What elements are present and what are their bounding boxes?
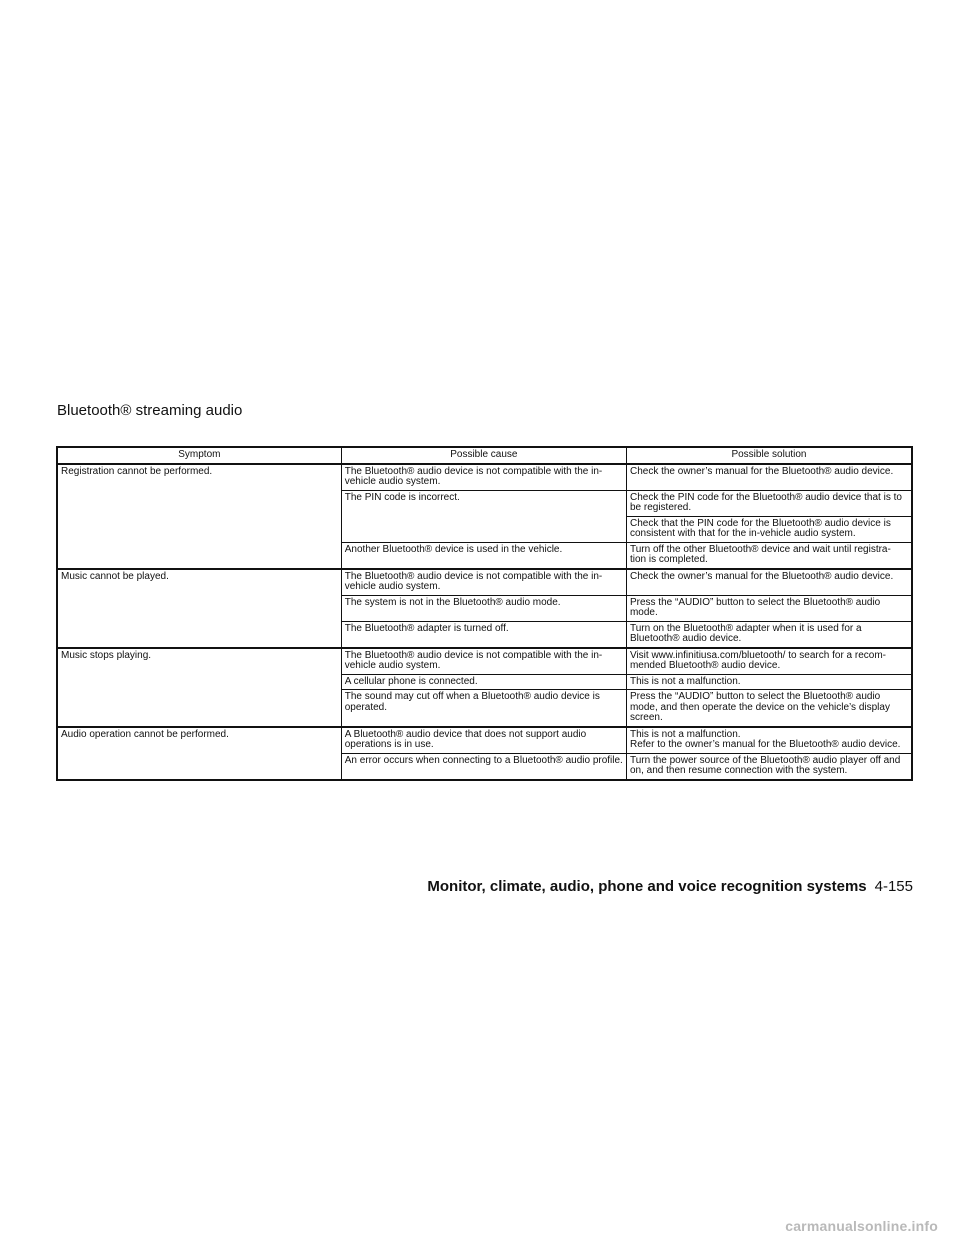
solution-cell: This is not a malfunction. <box>626 674 912 690</box>
header-possible-solution: Possible solution <box>626 447 912 464</box>
cause-cell: The Bluetooth® adapter is turned off. <box>341 621 626 648</box>
solution-cell: This is not a malfunction. Refer to the owner’s manual for the Bluetooth® audio device. <box>626 727 912 754</box>
solution-cell: Check the owner’s manual for the Bluetooth® audio device. <box>626 464 912 491</box>
page-footer <box>427 878 913 895</box>
solution-cell: Turn on the Bluetooth® adapter when it is used for a Bluetooth® audio device. <box>626 621 912 648</box>
cause-cell: The Bluetooth® audio device is not compatible with the in-vehicle audio system. <box>341 569 626 596</box>
table-row <box>57 464 912 491</box>
troubleshooting-table <box>56 446 913 781</box>
symptom-cell: Registration cannot be performed. <box>57 464 341 569</box>
cause-cell: The PIN code is incorrect. <box>341 490 626 542</box>
symptom-cell: Audio operation cannot be performed. <box>57 727 341 780</box>
cause-cell: The Bluetooth® audio device is not compatible with the in-vehicle audio system. <box>341 464 626 491</box>
symptom-cell: Music stops playing. <box>57 648 341 727</box>
solution-cell: Visit www.infinitiusa.com/bluetooth/ to search for a recom- mended Bluetooth® audio device. <box>626 648 912 675</box>
page-number: 4-155 <box>874 878 913 895</box>
solution-cell: Check the owner’s manual for the Bluetooth® audio device. <box>626 569 912 596</box>
cause-cell: The Bluetooth® audio device is not compatible with the in-vehicle audio system. <box>341 648 626 675</box>
solution-cell: Press the “AUDIO” button to select the Bluetooth® audio mode, and then operate the device on the vehicle’s display screen. <box>626 690 912 727</box>
header-possible-cause: Possible cause <box>341 447 626 464</box>
cause-cell: A Bluetooth® audio device that does not support audio operations is in use. <box>341 727 626 754</box>
table-header-row <box>57 447 912 464</box>
table-row <box>57 727 912 754</box>
table-row <box>57 569 912 596</box>
solution-cell: Turn off the other Bluetooth® device and wait until registra- tion is completed. <box>626 542 912 569</box>
section-title: Bluetooth® streaming audio <box>57 402 243 419</box>
symptom-cell: Music cannot be played. <box>57 569 341 648</box>
cause-cell: An error occurs when connecting to a Bluetooth® audio profile. <box>341 753 626 780</box>
solution-cell: Check that the PIN code for the Bluetooth® audio device is consistent with that for the in-vehicle audio system. <box>626 516 912 542</box>
cause-cell: A cellular phone is connected. <box>341 674 626 690</box>
cause-cell: Another Bluetooth® device is used in the vehicle. <box>341 542 626 569</box>
solution-cell: Turn the power source of the Bluetooth® audio player off and on, and then resume connection with the system. <box>626 753 912 780</box>
cause-cell: The system is not in the Bluetooth® audio mode. <box>341 595 626 621</box>
watermark: carmanualsonline.info <box>785 1218 938 1234</box>
chapter-title: Monitor, climate, audio, phone and voice recognition systems <box>427 878 867 895</box>
solution-cell: Check the PIN code for the Bluetooth® audio device that is to be registered. <box>626 490 912 516</box>
header-symptom: Symptom <box>57 447 341 464</box>
cause-cell: The sound may cut off when a Bluetooth® audio device is operated. <box>341 690 626 727</box>
table-row <box>57 648 912 675</box>
solution-cell: Press the “AUDIO” button to select the Bluetooth® audio mode. <box>626 595 912 621</box>
